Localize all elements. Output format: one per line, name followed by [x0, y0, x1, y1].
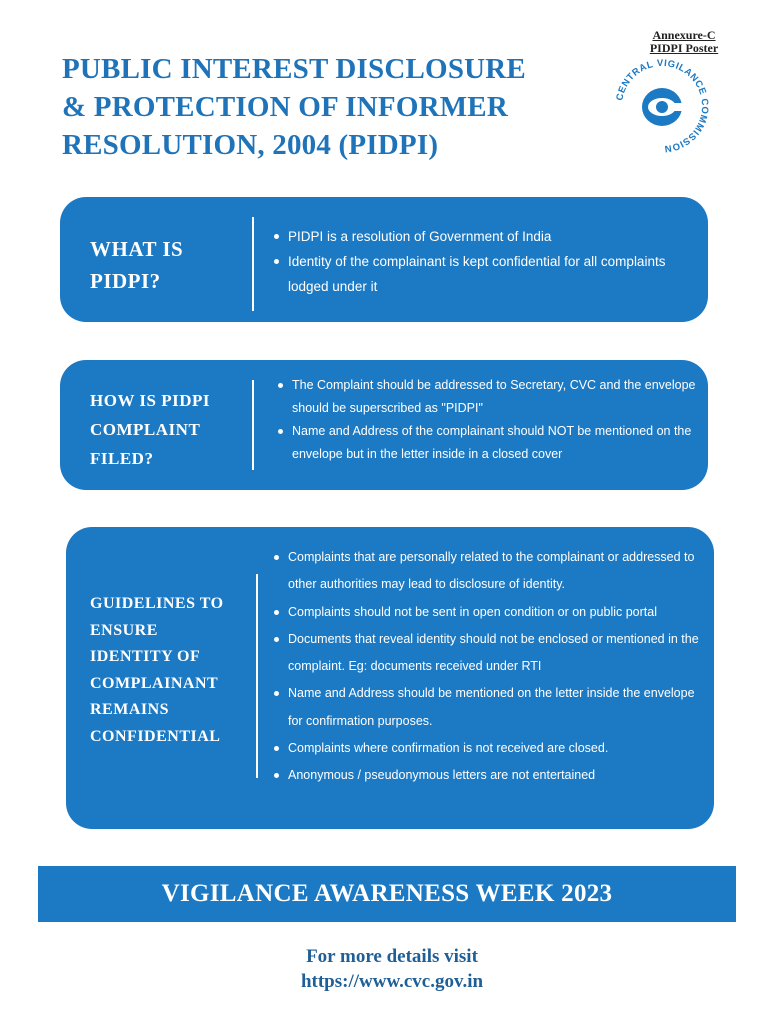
section-heading: [90, 386, 265, 473]
banner-text: VIGILANCE AWARENESS WEEK 2023: [161, 880, 613, 907]
awareness-week-banner: [38, 866, 736, 922]
footer: [0, 944, 768, 994]
section-how-filed: [60, 360, 708, 490]
bullet-point: Documents that reveal identity should not be enclosed or mentioned in the complaint. Eg: documents received under RTI: [272, 626, 702, 681]
section-heading-line: CONFIDENTIAL: [90, 727, 221, 745]
section-what-is-pidpi: [60, 197, 708, 322]
section-points: [272, 544, 702, 790]
bullet-point: Name and Address of the complainant should NOT be mentioned on the envelope but in the letter inside in a closed cover: [276, 420, 696, 466]
bullet-point: Complaints where confirmation is not received are closed.: [272, 735, 702, 762]
annexure-label: [632, 29, 736, 55]
section-divider: [256, 574, 258, 778]
bullet-point: Identity of the complainant is kept confidential for all complaints lodged under it: [272, 249, 692, 299]
section-heading-line: COMPLAINANT: [90, 674, 219, 692]
bullet-point: Anonymous / pseudonymous letters are not entertained: [272, 762, 702, 789]
section-heading-line: ENSURE: [90, 621, 158, 639]
section-heading-line: FILED?: [90, 449, 154, 468]
section-heading-line: IDENTITY OF: [90, 648, 201, 665]
page-title-line-3: RESOLUTION, 2004 (PIDPI): [62, 129, 439, 161]
footer-details-text: For more details visit: [306, 946, 478, 967]
annexure-line-2: PIDPI Poster: [649, 41, 719, 55]
section-heading-line: GUIDELINES TO: [90, 595, 224, 612]
section-heading-line: HOW IS PIDPI: [90, 391, 210, 410]
section-heading-line: PIDPI?: [90, 269, 161, 293]
page-title-line-2: & PROTECTION OF INFORMER: [62, 91, 508, 123]
page-title-line-1: PUBLIC INTEREST DISCLOSURE: [62, 53, 526, 85]
section-guidelines: [66, 527, 714, 829]
bullet-point: PIDPI is a resolution of Government of India: [272, 224, 692, 249]
page-title: [62, 50, 602, 164]
bullet-point: Complaints that are personally related to the complainant or addressed to other authorities may lead to disclosure of identity.: [272, 544, 702, 599]
section-heading: [90, 591, 255, 750]
section-heading-line: WHAT IS: [90, 237, 184, 261]
section-heading-line: COMPLAINT: [90, 420, 201, 439]
section-heading-line: REMAINS: [90, 701, 170, 718]
section-heading: [90, 233, 260, 297]
bullet-point: The Complaint should be addressed to Secretary, CVC and the envelope should be superscribed as "PIDPI": [276, 374, 696, 420]
section-divider: [252, 217, 254, 311]
section-points: [276, 374, 696, 466]
cvc-logo-textpath: CENTRAL VIGILANCE COMMISSION: [614, 57, 711, 155]
annexure-line-1: Annexure-C: [652, 28, 716, 42]
footer-website-link[interactable]: https://www.cvc.gov.in: [300, 971, 484, 992]
section-points: [272, 224, 692, 299]
section-divider: [252, 380, 254, 470]
cvc-emblem-icon: [612, 56, 712, 156]
bullet-point: Name and Address should be mentioned on the letter inside the envelope for confirmation purposes.: [272, 680, 702, 735]
bullet-point: Complaints should not be sent in open condition or on public portal: [272, 599, 702, 626]
